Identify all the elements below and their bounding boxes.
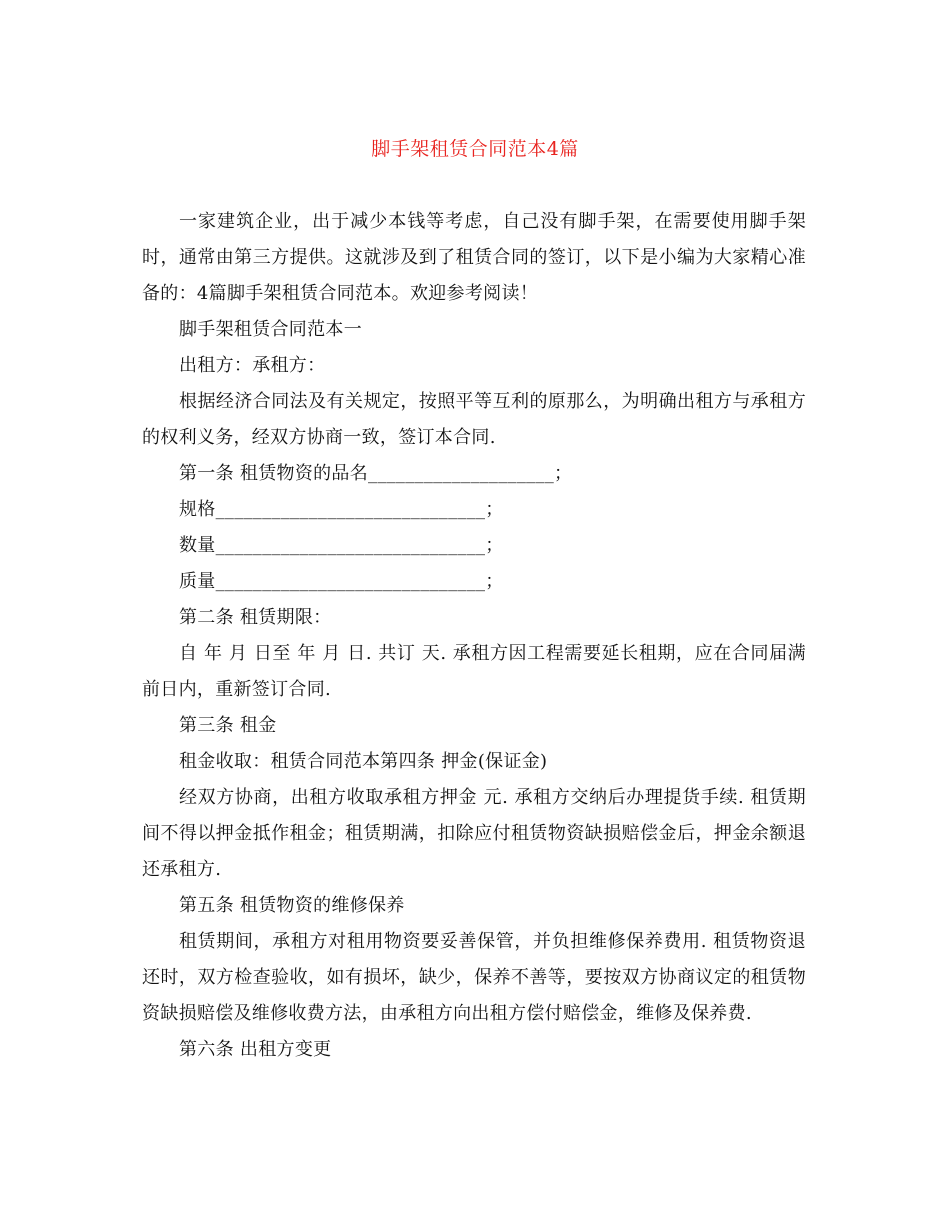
preamble-paragraph: 根据经济合同法及有关规定，按照平等互利的原那么，为明确出租方与承租方的权利义务，经双方协商一致，签订本合同. <box>142 391 806 448</box>
spec-line: 规格_____________________________； <box>179 499 504 520</box>
article-three-heading: 第三条 租金 <box>179 715 277 736</box>
article-two-heading: 第二条 租赁期限： <box>179 607 332 628</box>
quality-line: 质量_____________________________； <box>179 571 504 592</box>
quantity-line: 数量_____________________________； <box>179 535 504 556</box>
rent-collection-line: 租金收取：租赁合同范本第四条 押金(保证金) <box>179 751 548 772</box>
lease-term-paragraph: 自 年 月 日至 年 月 日. 共订 天. 承租方因工程需要延长租期，应在合同届满前日内，重新签订合同. <box>142 643 806 700</box>
article-five-heading: 第五条 租赁物资的维修保养 <box>179 895 405 916</box>
article-six-heading: 第六条 出租方变更 <box>179 1039 332 1060</box>
deposit-paragraph: 经双方协商，出租方收取承租方押金 元. 承租方交纳后办理提货手续. 租赁期间不得以押金抵作租金；租赁期满，扣除应付租赁物资缺损赔偿金后，押金余额退还承租方. <box>142 787 806 880</box>
document-title: 脚手架租赁合同范本4篇 <box>371 138 579 160</box>
intro-paragraph: 一家建筑企业，出于减少本钱等考虑，自己没有脚手架，在需要使用脚手架时，通常由第三方提供。这就涉及到了租赁合同的签订，以下是小编为大家精心准备的：4篇脚手架租赁合同范本。欢迎参考阅读！ <box>142 211 806 304</box>
maintenance-paragraph: 租赁期间，承租方对租用物资要妥善保管，并负担维修保养费用. 租赁物资退还时，双方检查验收，如有损坏，缺少，保养不善等，要按双方协商议定的租赁物资缺损赔偿及维修收费方法，由承租方向出租方偿付赔偿金，维修及保养费. <box>142 931 806 1024</box>
parties-line: 出租方：承租方： <box>179 355 326 376</box>
article-one-item-name: 第一条 租赁物资的品名____________________； <box>179 463 573 484</box>
document-body <box>142 204 806 1068</box>
section-heading-contract-one: 脚手架租赁合同范本一 <box>179 319 362 340</box>
